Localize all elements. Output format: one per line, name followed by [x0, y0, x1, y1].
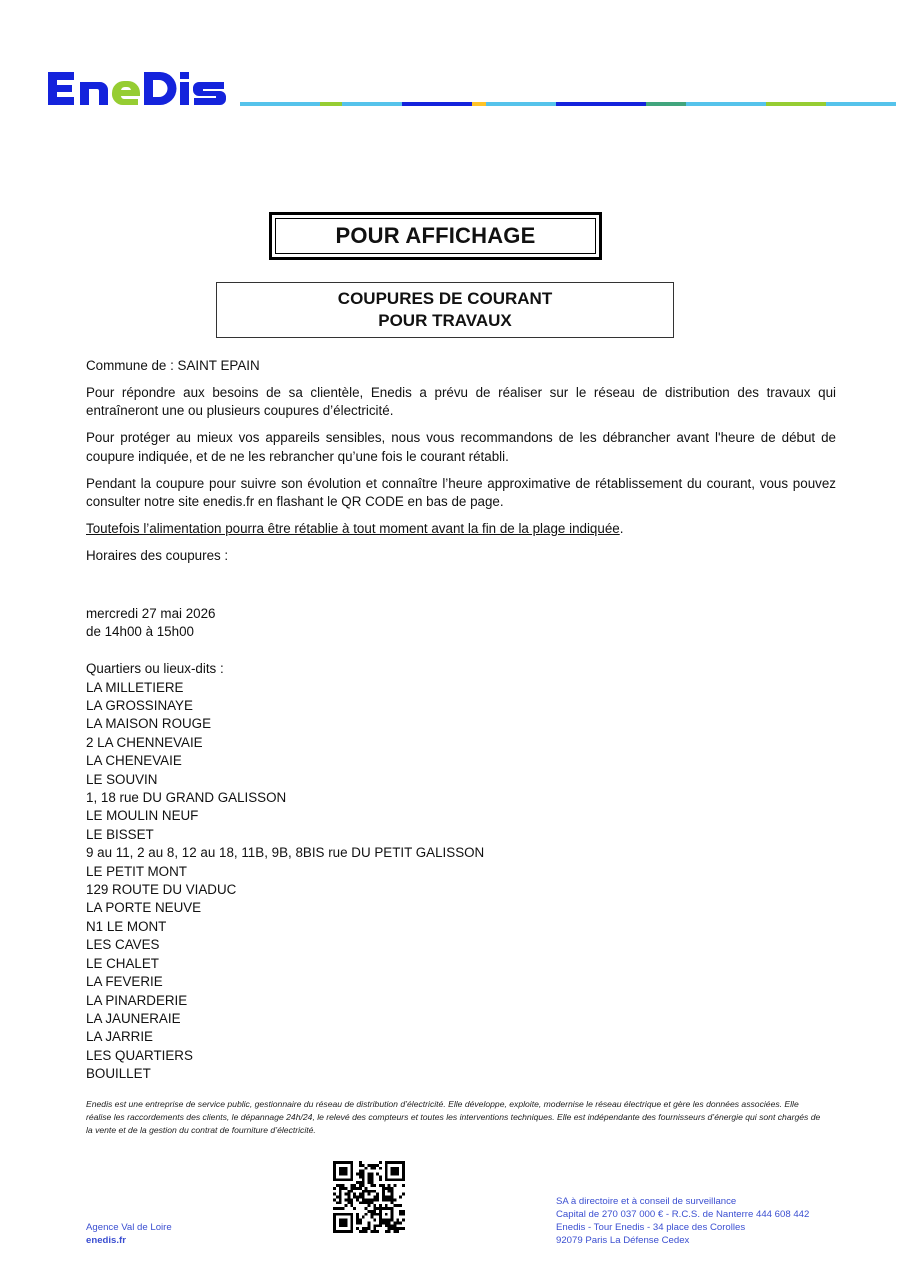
header-rule — [240, 102, 896, 106]
horaires-label: Horaires des coupures : — [86, 548, 229, 564]
company-line: Enedis - Tour Enedis - 34 place des Corolles — [556, 1222, 746, 1233]
place-item: LA PINARDERIE — [86, 992, 188, 1008]
company-line: SA à directoire et à conseil de surveillance — [556, 1196, 737, 1207]
schedule-date: mercredi 27 mai 2026 — [86, 606, 216, 621]
places-list — [86, 679, 786, 1084]
place-item: LES CAVES — [86, 937, 160, 953]
schedule-block — [86, 605, 786, 1084]
place-item: LA CHENEVAIE — [86, 753, 182, 769]
qr-code-icon — [333, 1161, 405, 1233]
legal-notice: Enedis est une entreprise de service public, gestionnaire du réseau de distribution d’électricité. Elle développe, exploite, modernise le réseau électrique et gère les données associées. Elle réalise les raccordements des clients, le dépannage 24h/24, le relevé des compteurs et toutes les interventions techniques. Elle est indépendante des fournisseurs d’énergie qui sont chargés de la vente et de la gestion du contrat de fourniture d’électricité. — [86, 1099, 821, 1135]
place-item: LA JARRIE — [86, 1029, 153, 1045]
place-item: LE BISSET — [86, 826, 154, 842]
notice-body — [86, 357, 836, 574]
agency-block — [86, 1221, 172, 1247]
enedis-logo-icon — [44, 64, 234, 110]
place-item: LE SOUVIN — [86, 771, 158, 787]
enedis-logo — [44, 64, 234, 110]
place-item: LES QUARTIERS — [86, 1047, 193, 1063]
place-item: LE PETIT MONT — [86, 863, 187, 879]
qr-code[interactable] — [333, 1161, 405, 1233]
place-item: N1 LE MONT — [86, 918, 167, 934]
site-link[interactable]: enedis.fr — [86, 1235, 126, 1246]
paragraph-restore — [86, 520, 836, 538]
notice-title-box — [216, 282, 674, 338]
paragraph-follow: Pendant la coupure pour suivre son évolution et connaître l’heure approximative de rétablissement du courant, vous pouvez consulter notre site enedis.fr en flashant le QR CODE en bas de page. — [86, 475, 836, 510]
place-item: LA JAUNERAIE — [86, 1010, 181, 1026]
place-item: LA GROSSINAYE — [86, 698, 193, 714]
place-item: 2 LA CHENNEVAIE — [86, 734, 203, 750]
restore-warning: Toutefois l’alimentation pourra être rétablie à tout moment avant la fin de la plage indiquée — [86, 521, 620, 537]
notice-title-line2: POUR TRAVAUX — [378, 311, 512, 330]
place-item: 129 ROUTE DU VIADUC — [86, 882, 237, 898]
place-item: 1, 18 rue DU GRAND GALISSON — [86, 790, 287, 806]
place-item: BOUILLET — [86, 1066, 151, 1082]
place-item: LA MAISON ROUGE — [86, 716, 212, 732]
agency-name: Agence Val de Loire — [86, 1222, 172, 1233]
places-label: Quartiers ou lieux-dits : — [86, 661, 224, 677]
company-info — [556, 1195, 809, 1247]
pour-affichage-label: POUR AFFICHAGE — [275, 218, 596, 254]
pour-affichage-box — [269, 212, 602, 260]
company-line: 92079 Paris La Défense Cedex — [556, 1235, 690, 1246]
place-item: 9 au 11, 2 au 8, 12 au 18, 11B, 9B, 8BIS rue DU PETIT GALISSON — [86, 845, 485, 861]
notice-title-line1: COUPURES DE COURANT — [337, 289, 553, 308]
paragraph-needs: Pour répondre aux besoins de sa clientèle, Enedis a prévu de réaliser sur le réseau de distribution des travaux qui entraîneront une ou plusieurs coupures d’électricité. — [86, 385, 836, 419]
place-item: LA PORTE NEUVE — [86, 900, 202, 916]
schedule-time: de 14h00 à 15h00 — [86, 624, 194, 640]
place-item: LE CHALET — [86, 955, 159, 971]
place-item: LA FEVERIE — [86, 974, 163, 990]
place-item: LE MOULIN NEUF — [86, 808, 199, 824]
place-item: LA MILLETIERE — [86, 679, 184, 695]
company-line: Capital de 270 037 000 € - R.C.S. de Nanterre 444 608 442 — [556, 1209, 810, 1220]
commune-line: Commune de : SAINT EPAIN — [86, 358, 260, 373]
restore-period: . — [619, 521, 624, 537]
paragraph-protect: Pour protéger au mieux vos appareils sensibles, nous vous recommandons de les débrancher avant l'heure de début de coupure indiquée, et de ne les rebrancher qu’une fois le courant rétabli. — [86, 430, 836, 464]
